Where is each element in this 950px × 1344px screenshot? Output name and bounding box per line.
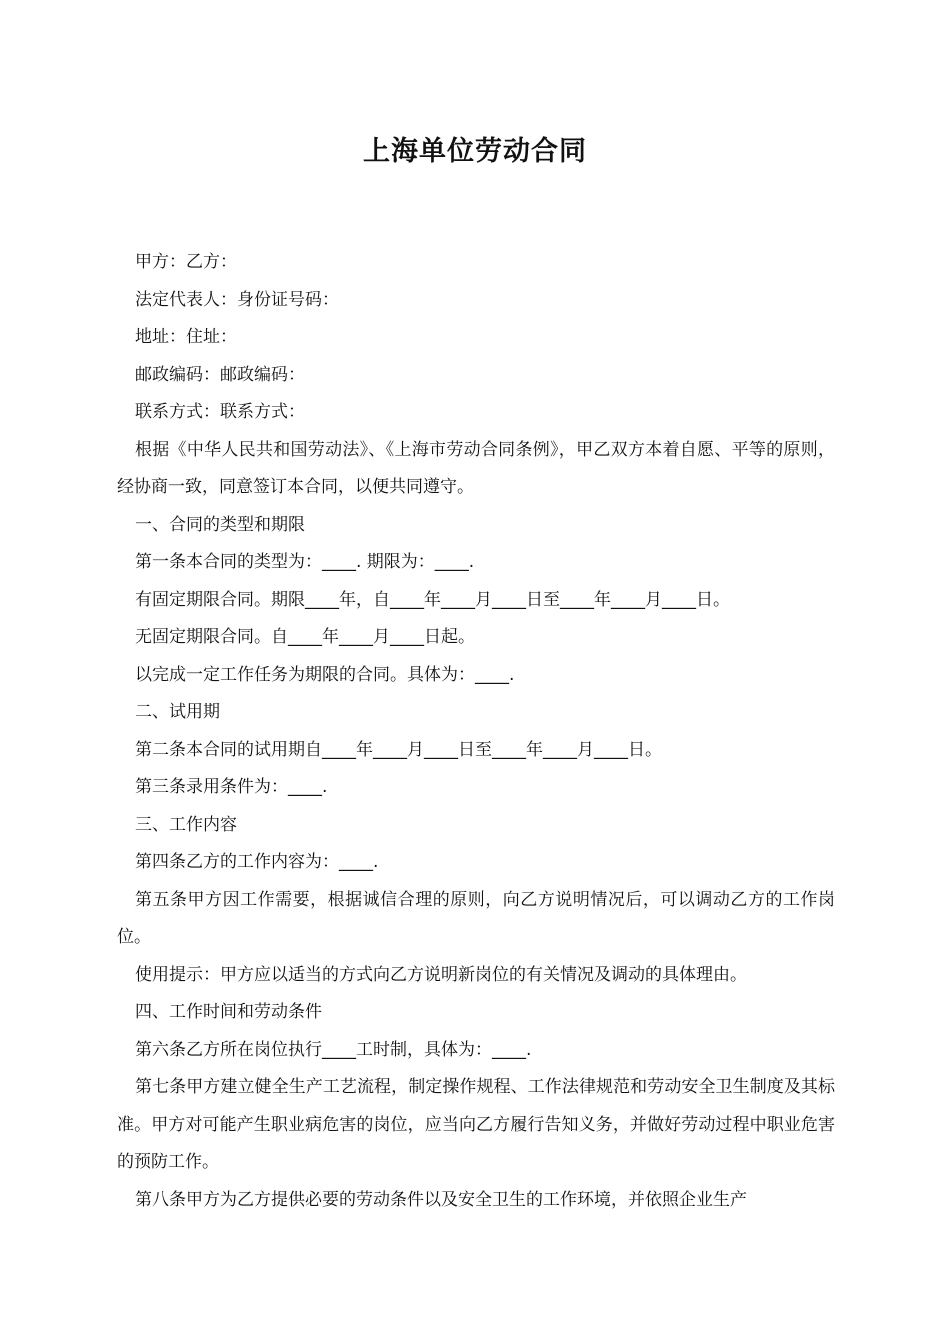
article-paragraph: 第二条本合同的试用期自____年____月____日至____年____月____日。 (135, 739, 662, 760)
article-paragraph: 第八条甲方为乙方提供必要的劳动条件以及安全卫生的工作环境，并依照企业生产 (135, 1189, 747, 1210)
representative-line: 法定代表人：身份证号码： (135, 289, 339, 310)
section-heading: 二、试用期 (135, 702, 220, 722)
party-line: 甲方：乙方： (135, 252, 237, 272)
article-paragraph: 第四条乙方的工作内容为：____. (135, 852, 379, 872)
article-paragraph: 第七条甲方建立健全生产工艺流程，制定操作规程、工作法律规范和劳动安全卫生制度及其标准。甲方对可能产生职业病危害的岗位，应当向乙方履行告知义务，并做好劳动过程中职业危害的预防工作。 (117, 1077, 835, 1172)
contact-line: 联系方式：联系方式： (135, 402, 305, 422)
article-paragraph: 第五条甲方因工作需要，根据诚信合理的原则，向乙方说明情况后，可以调动乙方的工作岗位。 (117, 889, 835, 947)
article-paragraph: 无固定期限合同。自____年____月____日起。 (135, 627, 475, 647)
article-paragraph: 以完成一定工作任务为期限的合同。具体为：____. (135, 664, 515, 685)
document-body (117, 244, 835, 1219)
article-paragraph: 第六条乙方所在岗位执行____工时制，具体为：____. (135, 1039, 532, 1060)
preamble-paragraph: 根据《中华人民共和国劳动法》、《上海市劳动合同条例》，甲乙双方本着自愿、平等的原则，经协商一致，同意签订本合同，以便共同遵守。 (117, 439, 835, 497)
document-title: 上海单位劳动合同 (363, 136, 587, 167)
article-paragraph: 有固定期限合同。期限____年，自____年____月____日至____年____月____日。 (135, 589, 730, 610)
article-paragraph: 第一条本合同的类型为：____. 期限为：____. (135, 552, 475, 572)
section-heading: 一、合同的类型和期限 (135, 514, 305, 535)
postcode-line: 邮政编码：邮政编码： (135, 364, 305, 385)
section-heading: 三、工作内容 (135, 814, 237, 835)
usage-tip-paragraph: 使用提示：甲方应以适当的方式向乙方说明新岗位的有关情况及调动的具体理由。 (135, 964, 747, 985)
section-heading: 四、工作时间和劳动条件 (135, 1002, 322, 1022)
article-paragraph: 第三条录用条件为：____. (135, 777, 328, 797)
address-line: 地址：住址： (135, 327, 237, 347)
